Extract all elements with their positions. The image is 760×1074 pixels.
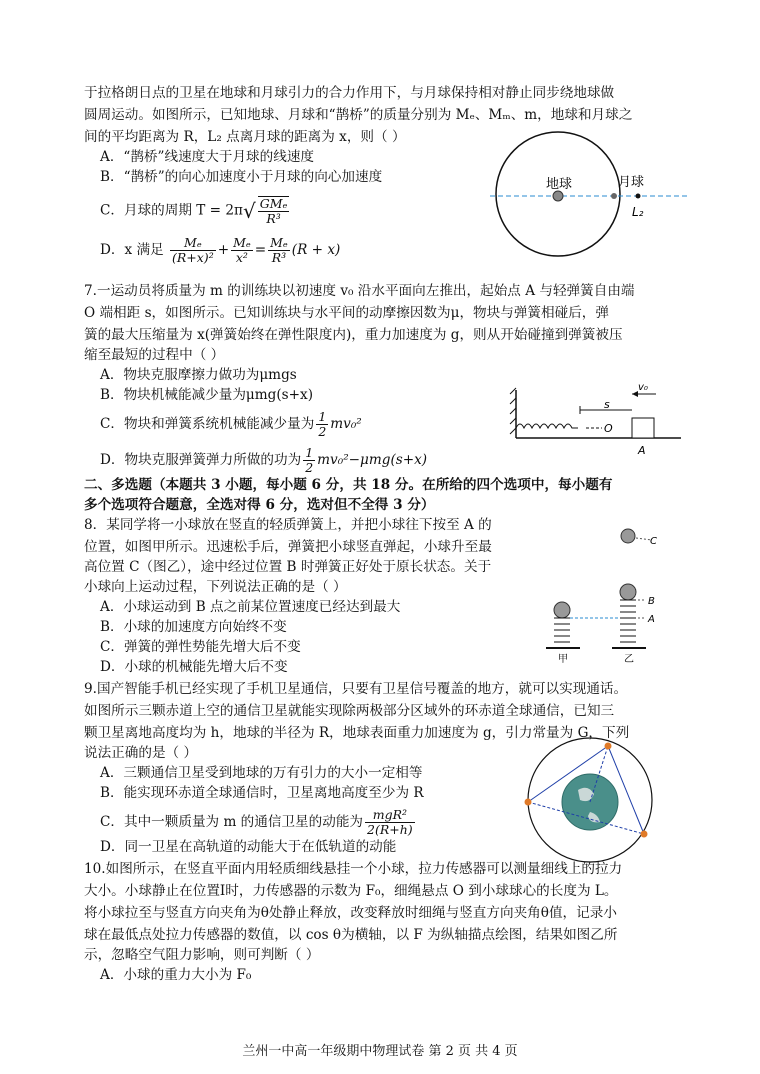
q6-d-tail: (R + x)	[291, 242, 341, 258]
q9-satellite-figure	[520, 730, 660, 870]
q7-d-num: 1	[305, 445, 314, 460]
q10-stem-line-4: 球在最低点处拉力传感器的数值，以 cos θ为横轴，以 F 为纵轴描点绘图，结果如图乙所	[84, 927, 618, 943]
q9-stem-line-2: 如图所示三颗赤道上空的通信卫星就能实现除两极部分区域外的环赤道全球通信，已知三	[84, 703, 615, 719]
q6-option-d: D．x 满足 $\frac{\text{Mₑ}}{\text{(R+x)²}}$ + $\frac{\text{Mₑ}}{\text{x²}}$ = $\frac{\text{Mₑ}}{\text{R³}}$ (R + x)	[100, 235, 341, 265]
q7-spring-block-figure	[506, 380, 686, 460]
q9-option-a: A．三颗通信卫星受到地球的万有引力的大小一定相等	[100, 765, 423, 781]
b-label: B	[648, 596, 655, 607]
q8-stem-line-4: 小球向上运动过程，下列说法正确的是（ ）	[84, 579, 347, 595]
q9-stem-line-1: 9.国产智能手机已经实现了手机卫星通信，只要有卫星信号覆盖的地方，就可以实现通话。	[84, 681, 628, 697]
q7-stem-line-1: 7.一运动员将质量为 m 的训练块以初速度 v₀ 沿水平面向左推出，起始点 A 与轻弹簧自由端	[84, 283, 635, 299]
spring-coil	[516, 424, 578, 428]
q7-option-b: B．物块机械能减少量为μmg(s+x)	[100, 387, 313, 403]
c-label: C	[650, 536, 657, 547]
q6-option-c: C．月球的周期 T = 2π√ $\frac{\text{GMₑ}}{\text{R³}}$	[100, 196, 288, 226]
earth-label: 地球	[546, 177, 573, 192]
q8-option-a: A．小球运动到 B 点之前某位置速度已经达到最大	[100, 599, 401, 615]
spring-yi	[620, 600, 636, 642]
moon-dot	[611, 193, 617, 199]
earth-dot	[553, 191, 563, 201]
q9-c-num: mgR²	[365, 808, 415, 823]
q10-option-a: A．小球的重力大小为 F₀	[100, 967, 252, 983]
q9-option-d: D．同一卫星在高轨道的动能大于在低轨道的动能	[100, 839, 397, 855]
l2-dot	[636, 194, 641, 199]
q6-d-term1-den: (R+x)²	[172, 250, 214, 265]
q6-option-b: B．“鹊桥”的向心加速度小于月球的向心加速度	[100, 169, 383, 185]
q8-option-d: D．小球的机械能先增大后不变	[100, 659, 288, 675]
q7-option-a: A．物块克服摩擦力做功为μmgs	[100, 367, 297, 383]
s-label: s	[604, 398, 610, 411]
q6-d-term2-num: Mₑ	[233, 235, 251, 250]
q8-stem-line-1: 8．某同学将一小球放在竖直的轻质弹簧上，并把小球往下按至 A 的	[84, 517, 492, 533]
q10-stem-line-5: 示，忽略空气阻力影响，则可判断（ ）	[84, 947, 320, 963]
q7-option-c	[100, 410, 362, 439]
a-label: A	[648, 614, 655, 625]
q6-option-c-prefix: C．月球的周期 T = 2π	[100, 202, 243, 219]
q7-c-den: 2	[318, 424, 327, 439]
spring-jia	[554, 618, 570, 642]
q7-stem-line-3: 簧的最大压缩量为 x(弹簧始终在弹性限度内)，重力加速度为 g，则从开始碰撞到弹簧被压	[84, 327, 623, 343]
q7-option-c-prefix: C．物块和弹簧系统机械能减少量为	[100, 416, 315, 432]
l2-label: L₂	[632, 205, 644, 219]
q9-stem-line-4: 说法正确的是（ ）	[84, 745, 198, 761]
q8-option-b: B．小球的加速度方向始终不变	[100, 619, 287, 635]
satellite-2	[525, 799, 532, 806]
block-rect	[632, 418, 654, 438]
yi-label: 乙	[624, 654, 634, 665]
moon-label: 月球	[618, 175, 645, 190]
page-footer: 兰州一中高一年级期中物理试卷 第 2 页 共 4 页	[242, 1044, 518, 1059]
q7-option-d	[100, 446, 427, 475]
q6-d-term3-num: Mₑ	[270, 235, 288, 250]
jia-label: 甲	[558, 654, 568, 665]
q6-stem-line-3: 间的平均距离为 R，L₂ 点离月球的距离为 x，则（ ）	[84, 129, 406, 145]
q7-stem-line-4: 缩至最短的过程中（ ）	[84, 347, 225, 363]
q6-d-term2-den: x²	[235, 250, 248, 265]
q10-stem-line-1: 10.如图所示，在竖直平面内用轻质细线悬挂一个小球，拉力传感器可以测量细线上的拉力	[84, 861, 623, 877]
q7-c-tail: mv₀²	[330, 416, 362, 432]
satellite-1	[605, 743, 612, 750]
q7-c-num: 1	[318, 409, 327, 424]
q7-d-tail: mv₀²−μmg(s+x)	[317, 452, 428, 468]
ball-jia	[554, 602, 570, 618]
v0-label: v₀	[638, 382, 648, 393]
q7-option-d-prefix: D．物块克服弹簧弹力所做的功为	[100, 452, 302, 468]
q6-earth-moon-figure	[490, 124, 690, 264]
q9-stem-line-3: 颗卫星离地高度均为 h，地球的半径为 R，地球表面重力加速度为 g，引力常量为 G，下列	[84, 725, 630, 741]
q9-c-den: 2(R+h)	[367, 822, 413, 837]
q6-c-sqrt-den: R³	[266, 211, 281, 226]
satellite-3	[641, 831, 648, 838]
q9-option-c	[100, 808, 417, 837]
q6-c-sqrt-num: GMₑ	[259, 196, 288, 211]
q10-stem-line-3: 将小球拉至与竖直方向夹角为θ处静止释放，改变释放时细绳与竖直方向夹角θ值，记录小	[84, 905, 617, 921]
section2-heading-line-1: 二、多选题（本题共 3 小题，每小题 6 分，共 18 分。在所给的四个选项中，每小题有	[84, 477, 613, 493]
o-label: O	[604, 422, 613, 435]
q6-stem-line-2: 圆周运动。如图所示，已知地球、月球和“鹊桥”的质量分别为 Mₑ、Mₘ、m，地球和月球之	[84, 107, 633, 123]
q9-option-c-prefix: C．其中一颗质量为 m 的通信卫星的动能为	[100, 814, 364, 830]
q8-option-c: C．弹簧的弹性势能先增大后不变	[100, 639, 301, 655]
q8-stem-line-3: 高位置 C（图乙），途中经过位置 B 时弹簧正好处于原长状态。关于	[84, 559, 492, 575]
q8-spring-ball-figure	[540, 520, 670, 670]
ball-at-c	[621, 529, 635, 543]
a-label: A	[638, 444, 646, 457]
q9-option-b: B．能实现环赤道全球通信时，卫星离地高度至少为 R	[100, 785, 424, 801]
q7-stem-line-2: O 端相距 s，如图所示。已知训练块与水平间的动摩擦因数为μ，物块与弹簧相碰后，弹	[84, 305, 609, 321]
q6-option-a: A．“鹊桥”线速度大于月球的线速度	[100, 149, 315, 165]
q6-d-term3-den: R³	[271, 250, 287, 265]
q6-option-d-prefix: D．x 满足	[100, 242, 164, 258]
q8-stem-line-2: 位置，如图甲所示。迅速松手后，弹簧把小球竖直弹起，小球升至最	[84, 539, 492, 555]
q6-stem-line-1: 于拉格朗日点的卫星在地球和月球引力的合力作用下，与月球保持相对静止同步绕地球做	[84, 85, 615, 101]
q10-stem-line-2: 大小。小球静止在位置Ⅰ时，力传感器的示数为 F₀，细绳悬点 O 到小球球心的长度为 L。	[84, 883, 618, 899]
ball-yi	[620, 584, 636, 600]
section2-heading-line-2: 多个选项符合题意，全选对得 6 分，选对但不全得 3 分）	[84, 497, 435, 513]
q6-d-term1-num: Mₑ	[170, 236, 216, 251]
q7-d-den: 2	[305, 460, 314, 475]
